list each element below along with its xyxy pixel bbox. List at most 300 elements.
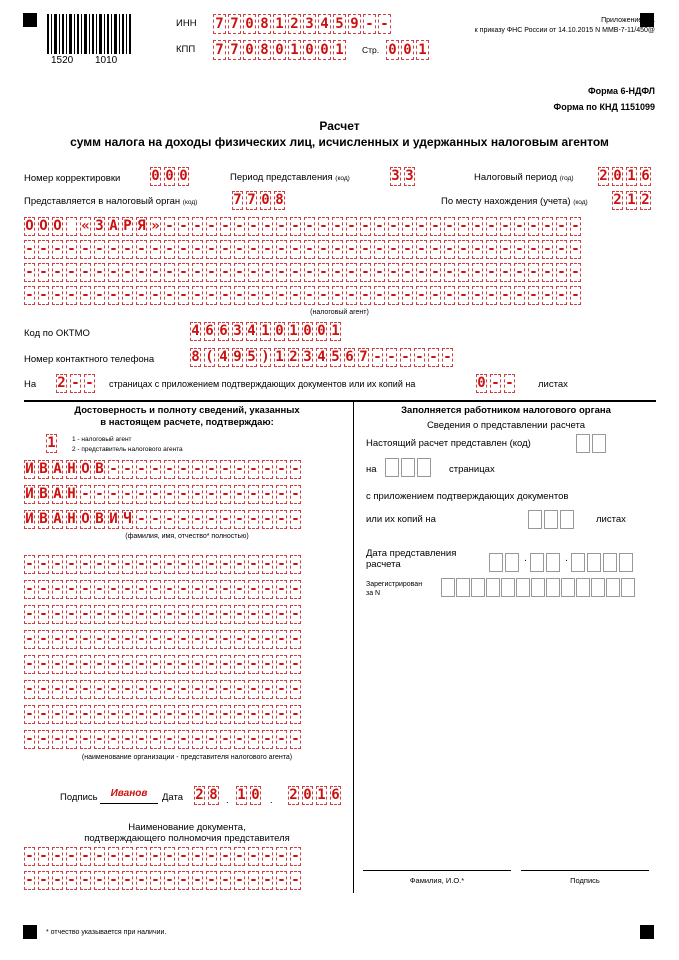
char-cell: -: [277, 706, 286, 722]
char-cell: -: [291, 848, 300, 864]
char-cell: -: [53, 872, 62, 888]
char-cell: -: [95, 556, 104, 572]
char-cell: 9: [233, 349, 242, 365]
agent-row[interactable]: [24, 240, 584, 259]
char-cell: «: [81, 218, 90, 234]
char-cell: -: [39, 872, 48, 888]
char-cell: -: [67, 264, 76, 280]
char-cell: 2: [57, 375, 66, 391]
char-cell: -: [25, 581, 34, 597]
inn-cells[interactable]: [213, 14, 393, 34]
char-cell: -: [291, 461, 300, 477]
org-row[interactable]: [24, 580, 304, 599]
char-cell: -: [277, 241, 286, 257]
char-cell: -: [263, 872, 272, 888]
char-cell: -: [109, 848, 118, 864]
char-cell: -: [249, 656, 258, 672]
char-cell: -: [95, 606, 104, 622]
registered-label: [366, 580, 422, 598]
char-cell: -: [361, 241, 370, 257]
char-cell: -: [221, 511, 230, 527]
char-cell: -: [109, 606, 118, 622]
char-cell: -: [25, 706, 34, 722]
char-cell: -: [39, 287, 48, 303]
char-cell: 5: [247, 349, 256, 365]
char-cell: -: [473, 218, 482, 234]
char-cell: -: [363, 14, 376, 34]
location-cells[interactable]: [612, 191, 654, 210]
char-cell: -: [235, 581, 244, 597]
empty-cell: [606, 578, 620, 597]
submission-date-label: [366, 548, 456, 570]
char-cell: -: [515, 241, 524, 257]
char-cell: Н: [67, 511, 76, 527]
char-cell: -: [221, 218, 230, 234]
char-cell: -: [557, 218, 566, 234]
char-cell: -: [347, 264, 356, 280]
phone-cells[interactable]: [190, 348, 456, 367]
char-cell: -: [263, 511, 272, 527]
char-cell: -: [417, 287, 426, 303]
char-cell: -: [67, 656, 76, 672]
char-cell: -: [109, 581, 118, 597]
char-cell: -: [81, 872, 90, 888]
char-cell: -: [123, 656, 132, 672]
office-sheets-cells[interactable]: [528, 510, 576, 529]
empty-cell: [621, 578, 635, 597]
char-cell: -: [179, 218, 188, 234]
date-month-cells[interactable]: [236, 786, 264, 805]
char-cell: -: [179, 872, 188, 888]
char-cell: В: [95, 461, 104, 477]
period-cells[interactable]: [390, 167, 418, 186]
page-label: Стр.: [362, 45, 380, 55]
char-cell: -: [151, 606, 160, 622]
char-cell: -: [347, 287, 356, 303]
char-cell: 0: [613, 168, 622, 184]
tax-office-subtitle: Сведения о представлении расчета: [426, 420, 586, 431]
char-cell: В: [95, 511, 104, 527]
char-cell: -: [305, 218, 314, 234]
signature-label: Подпись: [60, 792, 98, 803]
char-cell: И: [25, 511, 34, 527]
char-cell: В: [39, 511, 48, 527]
char-cell: -: [277, 461, 286, 477]
office-pages-cells[interactable]: [385, 458, 433, 477]
char-cell: 7: [359, 349, 368, 365]
char-cell: -: [137, 461, 146, 477]
char-cell: -: [81, 287, 90, 303]
char-cell: -: [277, 287, 286, 303]
surname-row[interactable]: [24, 460, 304, 479]
char-cell: -: [123, 848, 132, 864]
org-row[interactable]: [24, 555, 304, 574]
name-row[interactable]: [24, 485, 304, 504]
agent-row[interactable]: [24, 217, 584, 236]
char-cell: -: [305, 264, 314, 280]
char-cell: -: [165, 631, 174, 647]
char-cell: Я: [137, 218, 146, 234]
confirm-title-line-2: в настоящем расчете, подтверждаю:: [100, 417, 274, 428]
char-cell: -: [403, 264, 412, 280]
char-cell: -: [361, 218, 370, 234]
char-cell: -: [389, 264, 398, 280]
sheets-suffix: листах: [538, 379, 568, 390]
oktmo-cells[interactable]: [190, 322, 344, 341]
char-cell: -: [221, 287, 230, 303]
oktmo-label: Код по ОКТМО: [24, 328, 90, 339]
char-cell: -: [487, 218, 496, 234]
char-cell: 2: [641, 192, 650, 208]
char-cell: 2: [289, 349, 298, 365]
empty-cell: [471, 578, 485, 597]
char-cell: -: [165, 461, 174, 477]
char-cell: -: [263, 731, 272, 747]
char-cell: 5: [333, 14, 346, 34]
org-row[interactable]: [24, 680, 304, 699]
char-cell: -: [249, 581, 258, 597]
char-cell: -: [137, 731, 146, 747]
char-cell: -: [39, 656, 48, 672]
char-cell: -: [67, 872, 76, 888]
char-cell: -: [179, 486, 188, 502]
char-cell: -: [487, 241, 496, 257]
char-cell: -: [249, 706, 258, 722]
char-cell: -: [207, 606, 216, 622]
form-name: Форма 6-НДФЛ: [587, 86, 655, 96]
char-cell: -: [263, 681, 272, 697]
char-cell: -: [263, 264, 272, 280]
char-cell: -: [235, 606, 244, 622]
char-cell: -: [179, 511, 188, 527]
char-cell: -: [487, 264, 496, 280]
char-cell: -: [235, 731, 244, 747]
tax-authority-cells[interactable]: [232, 191, 288, 210]
knd-code: Форма по КНД 1151099: [553, 102, 655, 112]
char-cell: -: [291, 287, 300, 303]
char-cell: -: [207, 848, 216, 864]
char-cell: 5: [331, 349, 340, 365]
char-cell: -: [123, 461, 132, 477]
char-cell: В: [39, 461, 48, 477]
char-cell: 0: [275, 323, 284, 339]
char-cell: -: [67, 581, 76, 597]
char-cell: -: [53, 631, 62, 647]
footnote: * отчество указывается при наличии.: [46, 929, 167, 936]
char-cell: -: [25, 264, 34, 280]
char-cell: 1: [416, 40, 429, 60]
page-number-cells[interactable]: [386, 40, 431, 60]
empty-cell: [441, 578, 455, 597]
signer-option-1: 1 - налоговый агент: [72, 436, 132, 443]
char-cell: -: [417, 218, 426, 234]
char-cell: -: [151, 681, 160, 697]
char-cell: -: [137, 556, 146, 572]
char-cell: -: [53, 706, 62, 722]
char-cell: -: [179, 581, 188, 597]
char-cell: -: [445, 287, 454, 303]
char-cell: -: [95, 264, 104, 280]
char-cell: 1: [331, 323, 340, 339]
char-cell: -: [123, 631, 132, 647]
char-cell: 0: [261, 192, 270, 208]
corner-marker-bottom-left: [23, 925, 37, 939]
char-cell: -: [378, 14, 391, 34]
date-day-cells[interactable]: [194, 786, 222, 805]
office-pages-label: страницах: [449, 464, 495, 475]
char-cell: -: [137, 486, 146, 502]
char-cell: -: [67, 241, 76, 257]
correction-cells[interactable]: [150, 167, 192, 186]
char-cell: -: [277, 511, 286, 527]
char-cell: 2: [195, 787, 204, 803]
char-cell: -: [207, 556, 216, 572]
column-divider: [353, 400, 354, 893]
char-cell: -: [109, 731, 118, 747]
char-cell: -: [249, 872, 258, 888]
char-cell: -: [151, 241, 160, 257]
char-cell: -: [165, 511, 174, 527]
appendix-note: [475, 16, 655, 36]
char-cell: 3: [405, 168, 414, 184]
char-cell: -: [193, 486, 202, 502]
char-cell: -: [249, 218, 258, 234]
char-cell: -: [193, 218, 202, 234]
char-cell: -: [501, 241, 510, 257]
char-cell: -: [109, 656, 118, 672]
char-cell: -: [151, 731, 160, 747]
char-cell: -: [137, 581, 146, 597]
corner-marker-top-left: [23, 13, 37, 27]
char-cell: -: [179, 287, 188, 303]
char-cell: В: [39, 486, 48, 502]
char-cell: 7: [228, 14, 241, 34]
char-cell: А: [53, 511, 62, 527]
char-cell: -: [123, 241, 132, 257]
appendix-line-1: Приложение N 1: [601, 17, 655, 24]
char-cell: -: [221, 656, 230, 672]
char-cell: -: [67, 606, 76, 622]
char-cell: -: [95, 581, 104, 597]
char-cell: -: [193, 872, 202, 888]
char-cell: -: [25, 556, 34, 572]
char-cell: 4: [317, 349, 326, 365]
char-cell: -: [137, 656, 146, 672]
char-cell: 0: [303, 787, 312, 803]
char-cell: -: [417, 264, 426, 280]
char-cell: -: [95, 706, 104, 722]
empty-cell: [486, 578, 500, 597]
char-cell: 1: [47, 435, 56, 451]
char-cell: -: [443, 349, 452, 365]
char-cell: 7: [228, 40, 241, 60]
kpp-cells[interactable]: [213, 40, 348, 60]
char-cell: -: [81, 241, 90, 257]
char-cell: -: [263, 656, 272, 672]
char-cell: -: [137, 264, 146, 280]
char-cell: -: [151, 461, 160, 477]
char-cell: -: [207, 461, 216, 477]
char-cell: -: [109, 681, 118, 697]
char-cell: -: [151, 631, 160, 647]
char-cell: -: [291, 486, 300, 502]
char-cell: -: [221, 606, 230, 622]
submission-date-line-1: Дата представления: [366, 548, 457, 559]
char-cell: -: [137, 287, 146, 303]
char-cell: -: [81, 848, 90, 864]
char-cell: -: [361, 264, 370, 280]
char-cell: -: [151, 264, 160, 280]
char-cell: ): [261, 349, 270, 365]
char-cell: -: [179, 631, 188, 647]
char-cell: -: [235, 631, 244, 647]
agent-row[interactable]: [24, 286, 584, 305]
org-row[interactable]: [24, 655, 304, 674]
char-cell: -: [571, 287, 580, 303]
char-cell: -: [249, 848, 258, 864]
char-cell: -: [459, 218, 468, 234]
char-cell: -: [193, 681, 202, 697]
char-cell: -: [249, 287, 258, 303]
signature-value[interactable]: Иванов: [110, 788, 148, 799]
char-cell: 0: [303, 40, 316, 60]
char-cell: -: [445, 241, 454, 257]
char-cell: -: [53, 241, 62, 257]
char-cell: 6: [205, 323, 214, 339]
char-cell: -: [263, 218, 272, 234]
char-cell: -: [165, 264, 174, 280]
char-cell: -: [193, 264, 202, 280]
char-cell: -: [529, 218, 538, 234]
char-cell: -: [151, 706, 160, 722]
submission-date-cells[interactable]: . .: [489, 553, 635, 572]
char-cell: -: [151, 486, 160, 502]
char-cell: -: [249, 631, 258, 647]
title-line-2: сумм налога на доходы физических лиц, исчисленных и удержанных налоговым агентом: [70, 135, 609, 149]
char-cell: И: [109, 511, 118, 527]
char-cell: -: [375, 241, 384, 257]
char-cell: -: [543, 264, 552, 280]
char-cell: -: [333, 218, 342, 234]
char-cell: -: [95, 486, 104, 502]
char-cell: -: [543, 218, 552, 234]
char-cell: -: [375, 218, 384, 234]
char-cell: 4: [219, 349, 228, 365]
presented-code-cells[interactable]: [576, 434, 608, 453]
char-cell: -: [459, 264, 468, 280]
char-cell: -: [501, 287, 510, 303]
char-cell: -: [333, 264, 342, 280]
char-cell: -: [529, 287, 538, 303]
char-cell: 0: [303, 323, 312, 339]
patronymic-row[interactable]: [24, 510, 304, 529]
char-cell: -: [221, 486, 230, 502]
doc-row[interactable]: [24, 847, 304, 866]
char-cell: 4: [191, 323, 200, 339]
char-cell: -: [277, 264, 286, 280]
char-cell: -: [403, 218, 412, 234]
empty-cell: [456, 578, 470, 597]
char-cell: -: [137, 706, 146, 722]
char-cell: 9: [348, 14, 361, 34]
char-cell: -: [429, 349, 438, 365]
char-cell: -: [221, 581, 230, 597]
char-cell: -: [39, 606, 48, 622]
char-cell: -: [123, 556, 132, 572]
char-cell: -: [403, 241, 412, 257]
char-cell: -: [71, 375, 80, 391]
date-sep-2: .: [270, 795, 273, 806]
char-cell: -: [515, 218, 524, 234]
char-cell: -: [263, 581, 272, 597]
org-row[interactable]: [24, 730, 304, 749]
char-cell: -: [151, 511, 160, 527]
registration-number-cells[interactable]: [441, 578, 636, 597]
org-row[interactable]: [24, 630, 304, 649]
char-cell: -: [221, 731, 230, 747]
date-year-cells[interactable]: [288, 786, 344, 805]
char-cell: -: [235, 706, 244, 722]
empty-cell: [576, 578, 590, 597]
barcode-graphic: [47, 14, 131, 56]
char-cell: А: [109, 218, 118, 234]
char-cell: -: [85, 375, 94, 391]
office-sheets-label: листах: [596, 514, 626, 525]
char-cell: -: [165, 681, 174, 697]
char-cell: -: [487, 287, 496, 303]
form-title: [0, 118, 679, 150]
tax-period-cells[interactable]: [598, 167, 654, 186]
char-cell: -: [123, 872, 132, 888]
char-cell: -: [39, 264, 48, 280]
char-cell: -: [67, 631, 76, 647]
char-cell: 4: [318, 14, 331, 34]
char-cell: -: [53, 731, 62, 747]
char-cell: -: [571, 218, 580, 234]
sheets-cells[interactable]: [476, 374, 518, 393]
char-cell: -: [165, 606, 174, 622]
pages-cells[interactable]: [56, 374, 98, 393]
char-cell: -: [291, 606, 300, 622]
char-cell: -: [445, 264, 454, 280]
date-sep-1: .: [226, 795, 229, 806]
doc-title: [24, 822, 350, 844]
char-cell: -: [53, 848, 62, 864]
char-cell: -: [81, 486, 90, 502]
char-cell: -: [373, 349, 382, 365]
char-cell: -: [123, 606, 132, 622]
char-cell: -: [193, 656, 202, 672]
char-cell: -: [207, 511, 216, 527]
char-cell: 0: [386, 40, 399, 60]
org-row[interactable]: [24, 705, 304, 724]
char-cell: -: [53, 264, 62, 280]
char-cell: -: [221, 681, 230, 697]
char-cell: -: [179, 731, 188, 747]
char-cell: -: [389, 218, 398, 234]
char-cell: -: [333, 287, 342, 303]
char-cell: 1: [333, 40, 346, 60]
char-cell: 3: [303, 14, 316, 34]
char-cell: -: [473, 287, 482, 303]
signer-code-cell[interactable]: [46, 434, 60, 453]
agent-row[interactable]: [24, 263, 584, 282]
org-row[interactable]: [24, 605, 304, 624]
official-sign-line: [521, 870, 649, 871]
with-docs-label: с приложением подтверждающих документов: [366, 491, 569, 502]
doc-row[interactable]: [24, 871, 304, 890]
char-cell: 1: [627, 168, 636, 184]
